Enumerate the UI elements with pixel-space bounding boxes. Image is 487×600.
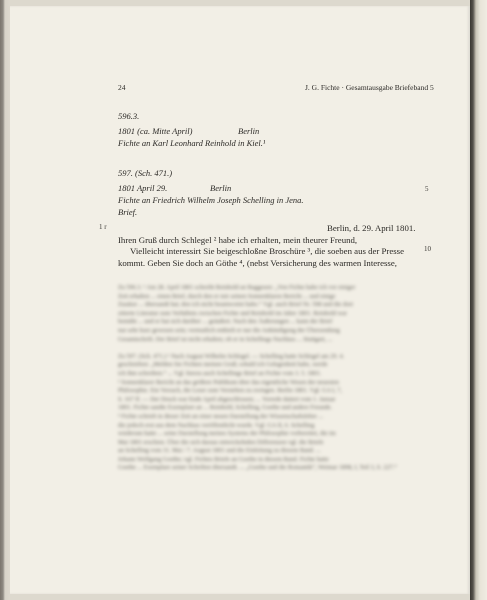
footnote-line: Zu 596.3. ¹ Am 28. April 1801 schreibt Reinhold an Baggesen: „Von Fichte habe ich vor einiger [118,284,356,291]
footnote-line: Zu 597. (Sch. 471.) ¹ Nach August Wilhelm Schlegel. — Schelling hatte Schlegel am 29. 4. [118,352,345,360]
footnote-line [118,344,440,353]
footnote-line: S. 167 ff. — Der Druck war Ende April abgeschlossen; ... Vorrede datiert vom 1. Januar [118,395,336,403]
footnotes-blurred [118,284,440,473]
entry-type: Brief. [118,207,138,217]
line-number-5: 5 [425,185,429,193]
footnote-line: Gesamtschrift. Der Brief ist nicht erhalten; ob er in Schellings Nachlass ... Stuttgart, ... [118,335,333,343]
letter-dateline: Berlin, d. 29. April 1801. [327,223,416,233]
footnote-line: an Schelling vom 31. Mai / 7. August 1801 und die Einleitung zu diesem Band. ... [118,447,321,455]
entry-addressee: Fichte an Karl Leonhard Reinhold in Kiel.¹ [118,138,266,148]
footnote-line: bemüht ... und er hat sich darüber ... geäußert. Nach den Äußerungen ... kann der Brief [118,318,333,326]
letter-line: Ihren Gruß durch Schlegel ² habe ich erhalten, mein theurer Freund, [118,235,358,245]
footnote-line: 1801. Fichte sandte Exemplare an ... Reinhold, Schelling, Goethe und andere Freunde. [118,404,333,412]
entry-addressee: Fichte an Friedrich Wilhelm Joseph Schelling in Jena. [118,195,304,205]
entry-place: Berlin [238,126,260,136]
footnote-line: Mai 1801 erschien. Über die sich daraus entwickelnden Differenzen vgl. die Briefe [118,438,324,446]
line-number-10: 10 [424,245,431,253]
page-number: 24 [118,83,126,92]
footnote-line: Zeit erhalten ... einen Brief, durch den er mir seinen Sonnenklaren Bericht ... und einige [118,292,336,300]
footnote-line: wiederum hatte ... seine Darstellung meines Systems der Philosophie vorbereitet, die im [118,430,336,438]
footnote-line: ich ihm schreiben.“ ... Vgl. hierzu auch Schellings Brief an Fichte vom 3. 5. 1801. [118,369,322,377]
footnote-line: Philosophie. Ein Versuch, die Leser zum Verstehen zu zwingen. Berlin 1801. Vgl. GA I, 7, [118,387,342,395]
entry-date: 1801 April 29. [118,183,168,193]
entry-number: 597. (Sch. 471.) [118,168,173,178]
footnote-line: Zusätze ... übersandt hat; den ich nicht beantwortet habe.“ Vgl. auch Brief Nr. 598 und die dort [118,301,353,309]
letter-line: Vielleicht interessirt Sie beigeschloßne Broschüre ³, die soeben aus der Presse [130,246,405,256]
entry-place: Berlin [210,183,232,193]
folio-marker: 1 r [99,223,107,231]
footnote-line: ² Sonnenklarer Bericht an das größere Publikum über das eigentliche Wesen der neuesten [118,378,339,386]
footnote-line: ³ Fichte schrieb in dieser Zeit an einer neuen Darstellung der Wissenschaftslehre ... [118,412,324,420]
entry-number: 596.3. [118,111,140,121]
footnote-line: Johann Wolfgang Goethe; vgl. Fichtes Briefe an Goethe in diesem Band. Fichte hatte [118,455,329,463]
footnote-line: Goethe ... Exemplare seiner Schriften übersandt. ... „Goethe und die Romantik“, Weimar 1898, I, Teil 3, S. 227.“ [118,464,397,472]
footnote-line: nur sehr kurz gewesen sein; vermutlich enthielt er nur die Ankündigung der Übersendung [118,326,340,334]
running-title: J. G. Fichte · Gesamtausgabe Briefeband 5 [305,83,434,92]
entry-date: 1801 (ca. Mitte April) [118,126,193,136]
letter-line: kommt. Geben Sie doch an Göthe ⁴, (nebst Versicherung des warmen Interesse, [118,258,397,268]
footnote-line: geschrieben: „Melden Sie Fichten meinen Gruß; sobald ich Gelegenheit habe, werde [118,361,328,369]
book-spine [470,0,487,600]
footnote-line: zitierte Literatur zum Verhältnis zwischen Fichte und Reinhold im Jahre 1801. Reinhold war [118,309,347,317]
footnote-line: die jedoch erst aus dem Nachlass veröffentlicht wurde. Vgl. GA II, 6. Schelling [118,421,315,429]
